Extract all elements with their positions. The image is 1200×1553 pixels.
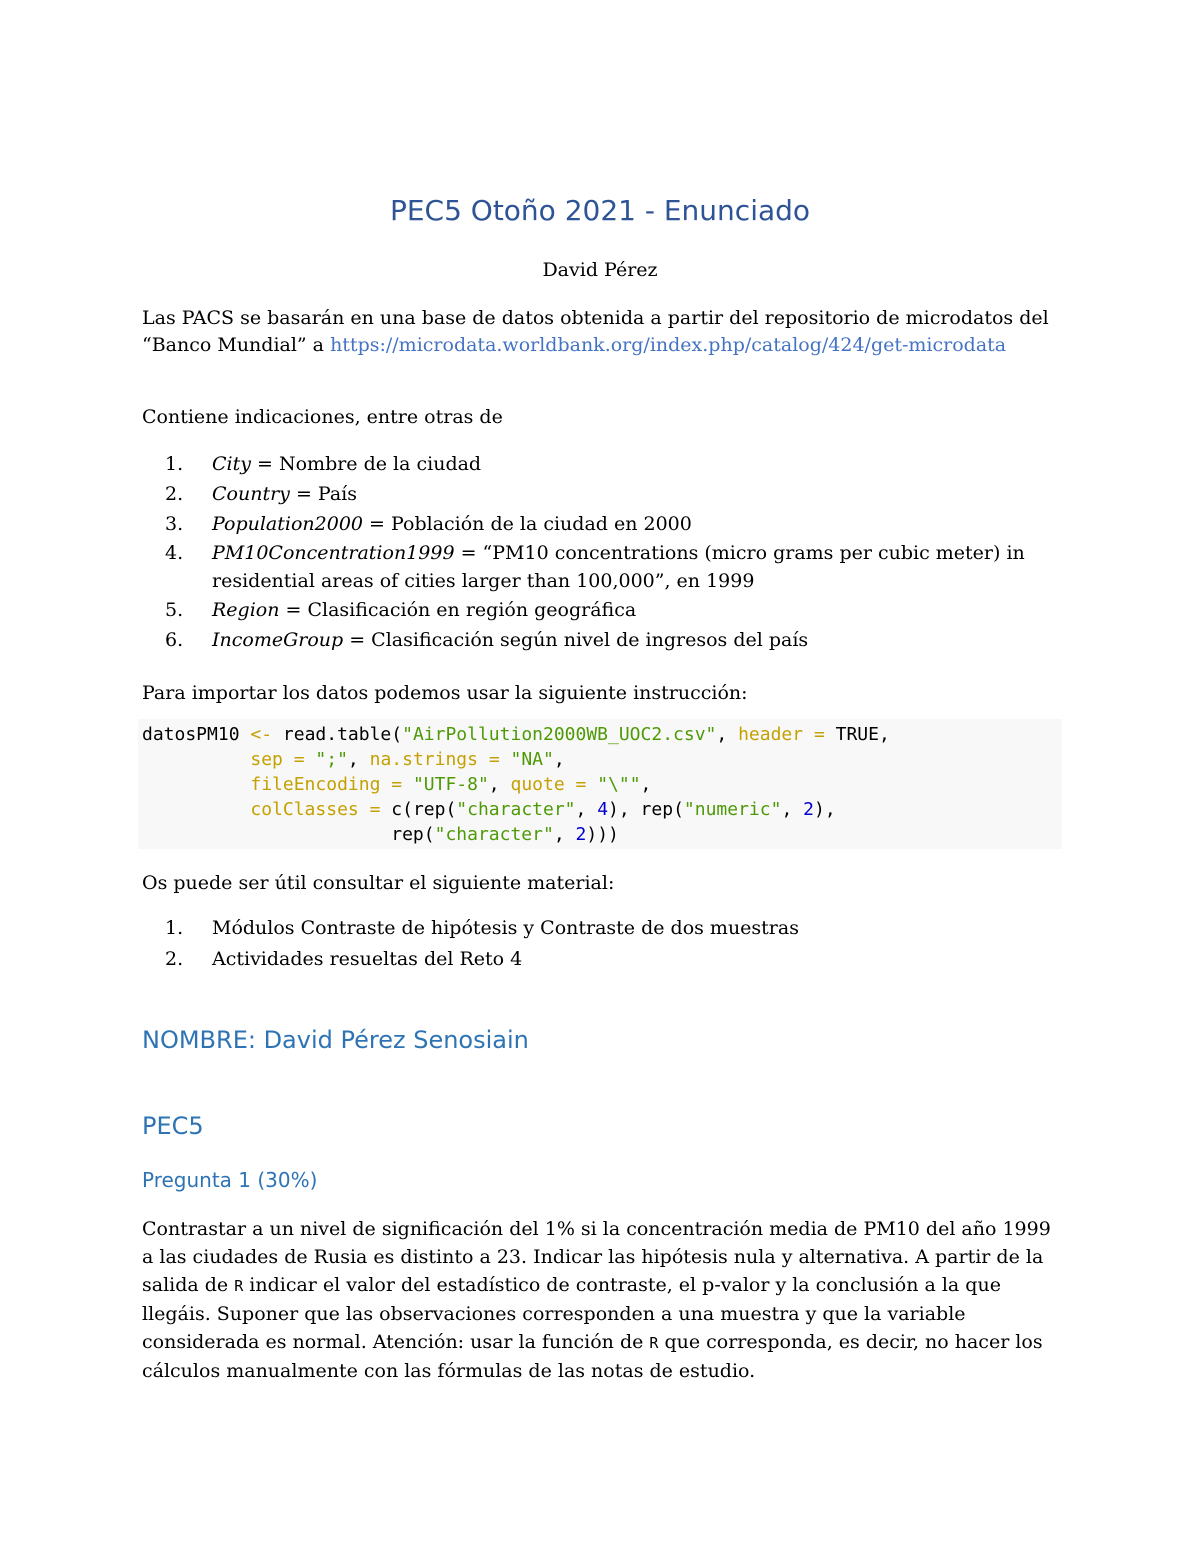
worldbank-link[interactable]: https://microdata.worldbank.org/index.php/catalog/424/get-microdata bbox=[330, 334, 1007, 356]
code-token: ), rep( bbox=[608, 799, 684, 820]
list-number: 2. bbox=[165, 948, 184, 970]
materials-list bbox=[142, 913, 1062, 975]
variable-name: IncomeGroup bbox=[212, 629, 344, 651]
code-token: , bbox=[575, 799, 598, 820]
code-token: 4 bbox=[597, 799, 609, 820]
variable-name: Country bbox=[212, 483, 290, 505]
list-number: 4. bbox=[165, 542, 184, 564]
code-line bbox=[138, 797, 1062, 822]
code-token: read.table( bbox=[272, 724, 403, 745]
material-item: Módulos Contraste de hipótesis y Contraste de dos muestras bbox=[212, 917, 799, 939]
code-token: , bbox=[781, 799, 804, 820]
section-heading: PEC5 bbox=[142, 1112, 204, 1140]
code-indent bbox=[142, 799, 250, 820]
code-line bbox=[138, 747, 1062, 772]
code-indent bbox=[142, 774, 250, 795]
question-text: indicar el valor del estadístico de contraste, el p-valor y la conclusión a la que llegáis. Suponer que las observaciones corresponden a una muestra y que la variable considerada es normal. Atención: usar la función de bbox=[142, 1274, 1001, 1353]
code-token: datosPM10 bbox=[142, 724, 251, 745]
code-token: "UTF-8" bbox=[412, 774, 489, 795]
code-token: "NA" bbox=[510, 749, 554, 770]
list-number: 1. bbox=[165, 453, 184, 475]
list-number: 3. bbox=[165, 513, 184, 535]
code-token: fileEncoding bbox=[250, 774, 381, 795]
list-item bbox=[142, 539, 1062, 595]
code-token: , bbox=[553, 749, 565, 770]
document-title: PEC5 Otoño 2021 - Enunciado bbox=[389, 194, 811, 227]
code-token: c(rep( bbox=[391, 799, 457, 820]
question-text: que corresponda, es decir, no hacer los cálculos manualmente con las fórmulas de las notas de estudio. bbox=[142, 1331, 1043, 1382]
code-token: <- bbox=[250, 724, 273, 745]
code-token: , bbox=[488, 774, 511, 795]
question-heading: Pregunta 1 (30%) bbox=[142, 1168, 318, 1192]
contains-text: Contiene indicaciones, entre otras de bbox=[142, 406, 503, 428]
question-paragraph bbox=[142, 1215, 1062, 1385]
code-token: ))) bbox=[586, 824, 619, 845]
code-token: ), bbox=[813, 799, 836, 820]
author-name: David Pérez bbox=[542, 259, 658, 281]
list-item bbox=[142, 625, 1062, 655]
list-number: 5. bbox=[165, 599, 184, 621]
code-token: 2 bbox=[575, 824, 587, 845]
r-code-ref: R bbox=[234, 1277, 244, 1295]
variable-desc: = Población de la ciudad en 2000 bbox=[363, 513, 692, 535]
code-token: "\"" bbox=[597, 774, 641, 795]
code-token: TRUE, bbox=[824, 724, 890, 745]
variable-name: Population2000 bbox=[212, 513, 363, 535]
material-text: Os puede ser útil consultar el siguiente material: bbox=[142, 872, 615, 894]
code-token: = bbox=[564, 774, 598, 795]
code-indent bbox=[142, 824, 391, 845]
list-item bbox=[142, 944, 1062, 975]
code-token: "character" bbox=[434, 824, 554, 845]
list-item bbox=[142, 595, 1062, 625]
code-line bbox=[138, 822, 1062, 847]
intro-text: Las PACS se basarán en una base de datos obtenida a partir del repositorio de microdatos del “Banco Mundial” a bbox=[142, 307, 1049, 356]
list-number: 1. bbox=[165, 917, 184, 939]
variable-desc: = País bbox=[289, 483, 357, 505]
variable-name: Region bbox=[212, 599, 280, 621]
variables-list bbox=[142, 449, 1062, 655]
variable-name: PM10Concentration1999 bbox=[212, 542, 455, 564]
code-token: , bbox=[716, 724, 739, 745]
variable-desc: = Nombre de la ciudad bbox=[250, 453, 482, 475]
code-token: 2 bbox=[803, 799, 814, 820]
intro-paragraph bbox=[142, 305, 1062, 359]
code-token: = bbox=[282, 749, 316, 770]
question-text: Contrastar a un nivel de significación del 1% si la concentración media de PM10 del año 1999 a las ciudades de Rusia es distinto a 23. Indicar las hipótesis nula y alternativa. A partir de la salida de bbox=[142, 1218, 1051, 1296]
code-token: , bbox=[553, 824, 576, 845]
code-token: = bbox=[813, 724, 825, 745]
student-name-heading: NOMBRE: David Pérez Senosiain bbox=[142, 1026, 529, 1054]
variable-desc: = Clasificación según nivel de ingresos del país bbox=[343, 629, 809, 651]
code-line bbox=[138, 772, 1062, 797]
variable-desc: = “PM10 concentrations (micro grams per cubic meter) in residential areas of cities larger than 100,000”, en 1999 bbox=[212, 542, 1025, 592]
list-item bbox=[142, 479, 1062, 509]
code-token: = bbox=[380, 774, 413, 795]
code-token: "numeric" bbox=[683, 799, 782, 820]
list-item bbox=[142, 509, 1062, 539]
code-token: quote bbox=[510, 774, 565, 795]
code-line bbox=[138, 722, 1062, 747]
code-token: "AirPollution2000WB_UOC2.csv" bbox=[402, 724, 717, 745]
code-token: = bbox=[477, 749, 511, 770]
code-token: = bbox=[358, 799, 392, 820]
code-token: , bbox=[640, 774, 652, 795]
code-token: , bbox=[347, 749, 370, 770]
variable-desc: = Clasificación en región geográfica bbox=[279, 599, 637, 621]
r-code-ref: R bbox=[649, 1334, 659, 1352]
list-item bbox=[142, 449, 1062, 479]
code-indent bbox=[142, 749, 250, 770]
code-token: ";" bbox=[315, 749, 348, 770]
code-token bbox=[803, 724, 814, 745]
code-token: "character" bbox=[456, 799, 576, 820]
import-text: Para importar los datos podemos usar la siguiente instrucción: bbox=[142, 682, 748, 704]
code-token: sep bbox=[250, 749, 283, 770]
code-token: na.strings bbox=[369, 749, 478, 770]
variable-name: City bbox=[212, 453, 251, 475]
list-number: 2. bbox=[165, 483, 184, 505]
material-item: Actividades resueltas del Reto 4 bbox=[212, 948, 523, 970]
code-token: rep( bbox=[391, 824, 435, 845]
code-block bbox=[138, 719, 1062, 849]
list-number: 6. bbox=[165, 629, 184, 651]
code-token: header bbox=[738, 724, 804, 745]
code-token: colClasses bbox=[250, 799, 359, 820]
list-item bbox=[142, 913, 1062, 944]
